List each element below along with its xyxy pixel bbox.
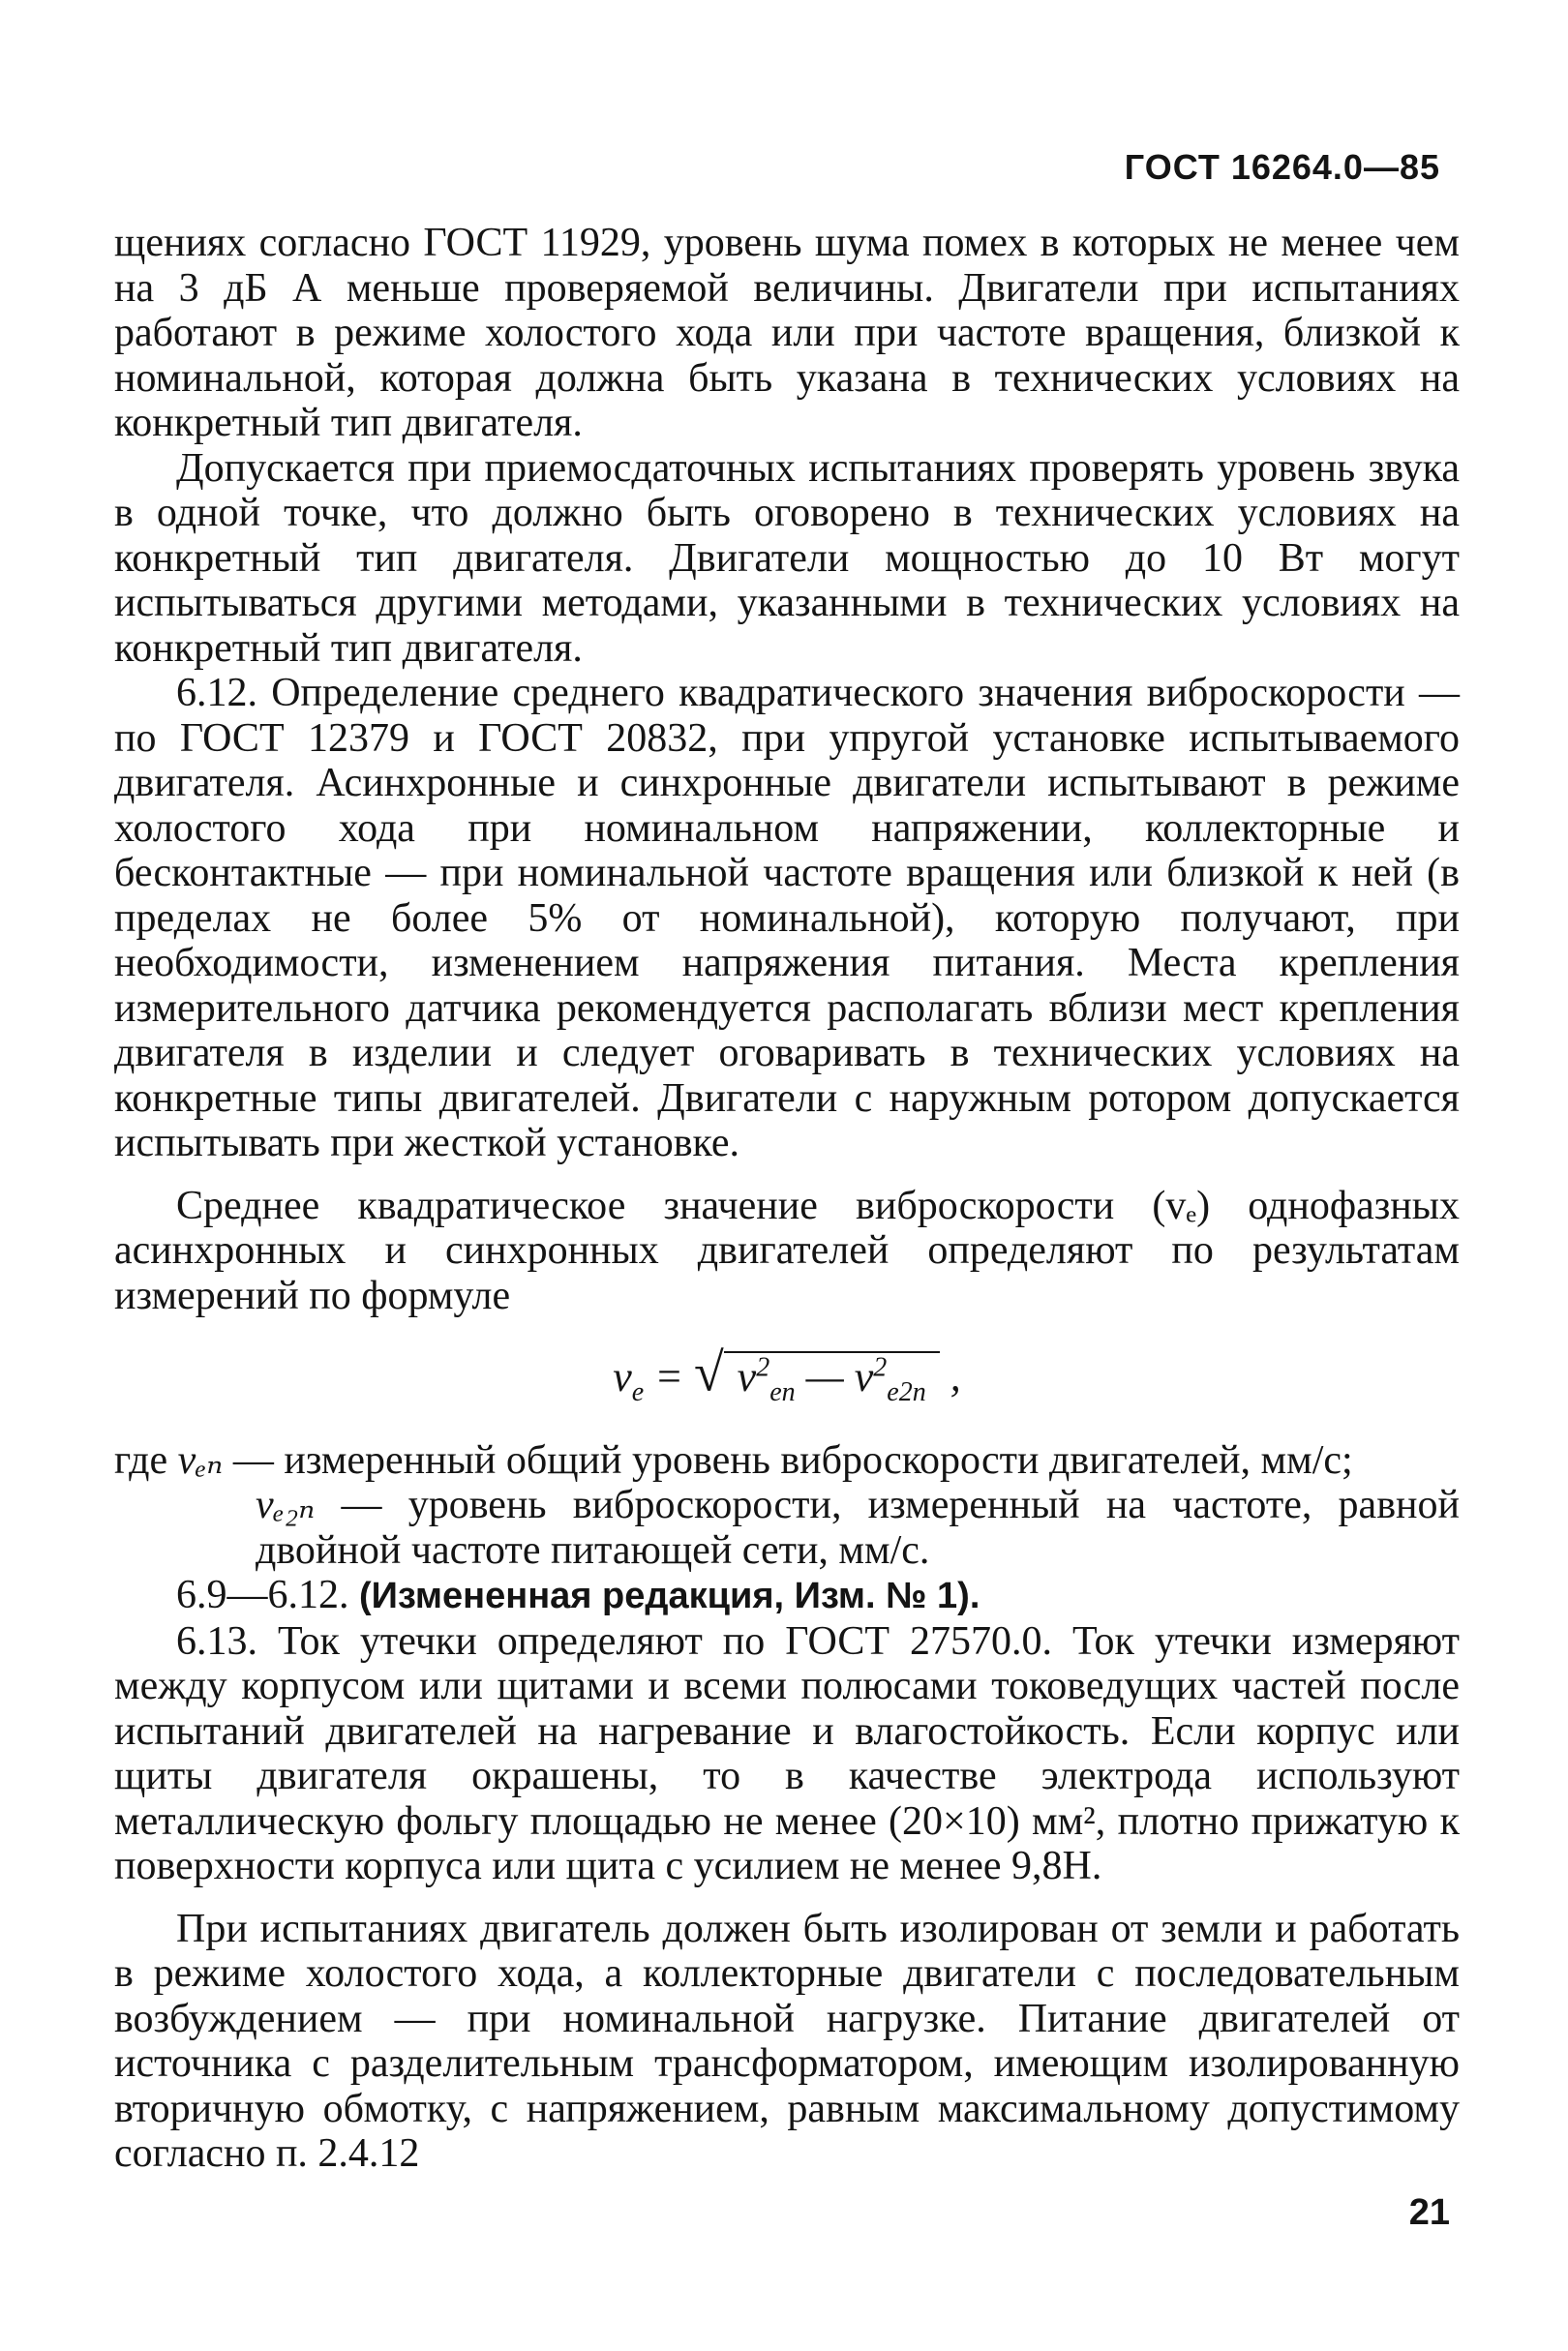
formula-lhs: $v_е$ xyxy=(613,1352,645,1407)
formula-equals: = xyxy=(654,1352,683,1401)
paragraph-continuation: щениях согласно ГОСТ 11929, уровень шума помех в которых не менее чем на 3 дБ А меньше проверяемой величины. Двигатели при испытаниях работают в режиме холостого хода или при частоте вращения, близкой к номинальной, которая должна быть указана в технических условиях на конкретный тип двигателя. xyxy=(114,221,1460,445)
paragraph-6-13: 6.13. Ток утечки определяют по ГОСТ 27570.0. Ток утечки измеряют между корпусом или щитами и всеми полюсами токоведущих частей после испытаний двигателей на нагревание и влагостойкость. Если корпус или щиты двигателя окрашены, то в качестве электрода используют металлическую фольгу площадью не менее (20×10) мм², плотно прижатую к поверхности корпуса или щита с усилием не менее 9,8Н. xyxy=(114,1618,1460,1889)
page-header-standard: ГОСТ 16264.0—85 xyxy=(1124,147,1440,187)
paragraph-formula-intro: Среднее квадратическое значение виброскорости (vₑ) однофазных асинхронных и синхронных двигателей определяют по результатам измерений по формуле xyxy=(114,1183,1460,1318)
definitions-list xyxy=(114,1438,1460,1574)
paragraph-6-12: 6.12. Определение среднего квадратического значения виброскорости — по ГОСТ 12379 и ГОСТ 20832, при упругой установке испытываемого двигателя. Асинхронные и синхронные двигатели испытывают в режиме холостого хода при номинальном напряжении, коллекторные и бесконтактные — при номинальной частоте вращения или близкой к ней (в пределах не более 5% от номинальной), которую получают, при необходимости, изменением напряжения питания. Места крепления измерительного датчика рекомендуется располагать вблизи мест крепления двигателя в изделии и следует оговаривать в технических условиях на конкретные типы двигателей. Двигатели с наружным ротором допускается испытывать при жесткой установке. xyxy=(114,671,1460,1165)
where-label: где xyxy=(114,1437,168,1483)
formula-radicand: $v^2_{еп}$ — $v^2_{е2п}$ xyxy=(724,1351,940,1401)
document-body xyxy=(114,221,1460,2177)
paragraph-isolation: При испытаниях двигатель должен быть изолирован от земли и работать в режиме холостого хода, а коллекторные двигатели с последовательным возбуждением — при номинальной нагрузке. Питание двигателей от источника с разделительным трансформатором, имеющим изолированную вторичную обмотку, с напряжением, равным максимальному допустимому согласно п. 2.4.12 xyxy=(114,1906,1460,2177)
square-root-sign: √ xyxy=(693,1342,724,1403)
formula-trailing-comma: , xyxy=(950,1352,961,1401)
definition-2-text: — уровень виброскорости, измеренный на частоте, равной двойной частоте питающей сети, мм/с. xyxy=(256,1483,1460,1573)
amendment-text: (Измененная редакция, Изм. № 1). xyxy=(359,1576,980,1617)
definition-1-symbol: vₑₙ xyxy=(177,1437,224,1483)
amendment-ref: 6.9—6.12. xyxy=(176,1573,349,1618)
definition-1-text: — измеренный общий уровень виброскорости двигателей, мм/с; xyxy=(232,1437,1353,1483)
definition-1 xyxy=(114,1438,1460,1484)
definition-2-symbol: vₑ₂ₙ xyxy=(256,1483,316,1528)
amendment-note xyxy=(114,1573,1460,1619)
page-number: 21 xyxy=(1408,2192,1450,2233)
vibration-velocity-formula xyxy=(114,1342,1460,1415)
paragraph-acceptance-tests: Допускается при приемосдаточных испытаниях проверять уровень звука в одной точке, что должно быть оговорено в технических условиях на конкретный тип двигателя. Двигатели мощностью до 10 Вт могут испытываться другими методами, указанными в технических условиях на конкретный тип двигателя. xyxy=(114,445,1460,671)
definition-2 xyxy=(114,1483,1460,1573)
